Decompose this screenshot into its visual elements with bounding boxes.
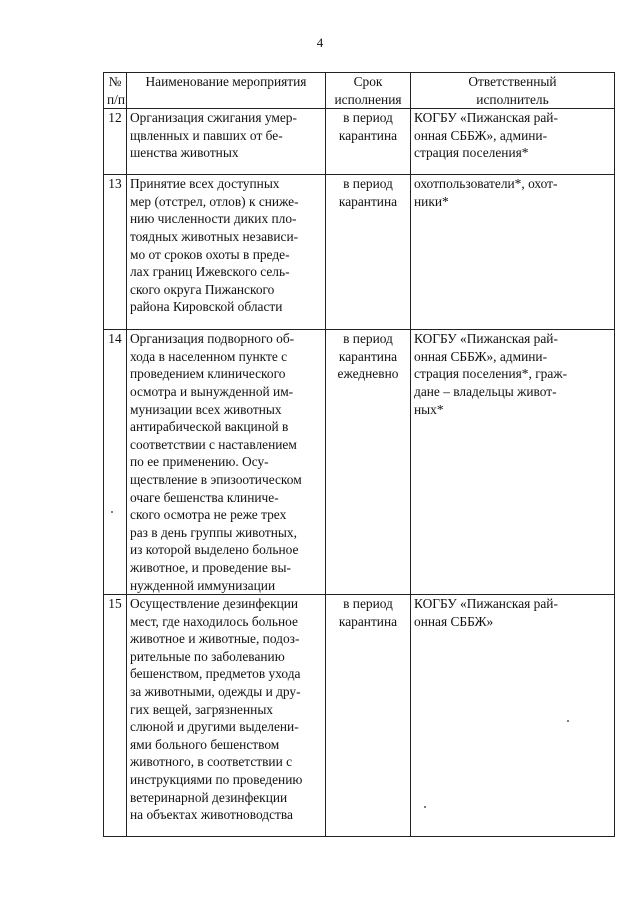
table-header-row bbox=[104, 73, 615, 109]
event-cell: Организация подворного об- хода в населенном пункте с проведением клинического осмотра и вынужденной им- мунизации всех животных антирабической вакциной в соответствии с наставлением по ее применению. Осу- ществление в эпизоотическом очаге бешенства клиниче- ского осмотра не реже трех раз в день группы животных, из которой выделено больное животное, и проведение вы- нужденной иммунизации bbox=[127, 330, 326, 595]
event-cell: Осуществление дезинфекции мест, где находилось больное животное и животные, подоз- рительные по заболеванию бешенством, предметов ухода за животными, одежды и дру- гих вещей, загрязненных слюной и другими выделени- ями больного бешенством животного, в соответствии с инструкциями по проведению ветеринарной дезинфекции на объектах животноводства bbox=[127, 595, 326, 837]
row-number: 14 bbox=[104, 330, 127, 595]
header-number: № п/п bbox=[104, 73, 127, 109]
header-term: Срок исполнения bbox=[326, 73, 411, 109]
header-event-name: Наименование мероприятия bbox=[127, 73, 326, 109]
event-cell: Организация сжигания умер- щвленных и павших от бе- шенства животных bbox=[127, 109, 326, 175]
table-row bbox=[104, 330, 615, 595]
responsible-cell: КОГБУ «Пижанская рай- онная СББЖ», админи- страция поселения* bbox=[411, 109, 615, 175]
page-number: 4 bbox=[316, 35, 324, 50]
header-responsible: Ответственный исполнитель bbox=[411, 73, 615, 109]
responsible-cell: КОГБУ «Пижанская рай- онная СББЖ», админи- страция поселения*, граж- дане – владельцы живот- ных* bbox=[411, 330, 615, 595]
term-cell: в период карантина bbox=[326, 595, 411, 837]
term-cell: в период карантина bbox=[326, 109, 411, 175]
row-number: 13 bbox=[104, 175, 127, 330]
term-cell: в период карантина bbox=[326, 175, 411, 330]
row-number: 15 bbox=[104, 595, 127, 837]
table-row bbox=[104, 109, 615, 175]
scan-speck bbox=[111, 511, 113, 513]
term-cell: в период карантина ежедневно bbox=[326, 330, 411, 595]
scan-speck bbox=[567, 720, 569, 722]
table-row bbox=[104, 595, 615, 837]
scan-speck bbox=[424, 806, 426, 808]
measures-table bbox=[103, 72, 615, 837]
responsible-cell: охотпользователи*, охот- ники* bbox=[411, 175, 615, 330]
event-cell: Принятие всех доступных мер (отстрел, отлов) к сниже- нию численности диких пло- тоядных животных независи- мо от сроков охоты в преде- лах границ Ижевского сель- ского округа Пижанского района Кировской области bbox=[127, 175, 326, 330]
row-number: 12 bbox=[104, 109, 127, 175]
responsible-cell: КОГБУ «Пижанская рай- онная СББЖ» bbox=[411, 595, 615, 837]
table-row bbox=[104, 175, 615, 330]
